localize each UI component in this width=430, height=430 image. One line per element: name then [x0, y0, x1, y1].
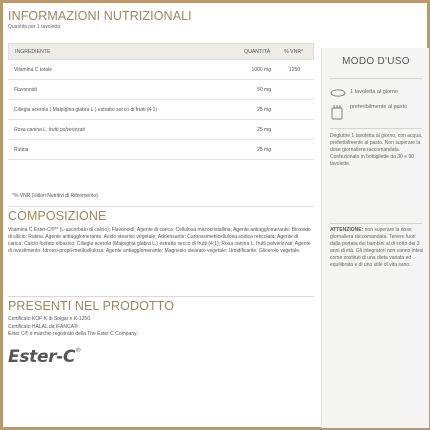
row-ingredient: Vitamina C totale — [14, 66, 52, 73]
logo-text: Ester-C — [8, 347, 76, 367]
usage-panel — [321, 48, 429, 428]
present-line: Certificato HALAL da IFANCA® — [8, 323, 78, 330]
row-ingredient: Ciliegia acerola ( Malpighia glabra L.) estratto secco di frutti (4:1) — [14, 106, 158, 113]
section-divider — [8, 296, 314, 297]
header-vnr: % VNR* — [284, 48, 304, 55]
composition-text: Vitamina C Ester-C®** (L-ascorbato di calcio); Flavonoidi; Agente di carica: Cellulosa microcristallina; Agente antiagglomerante: Biossido di silicio; Rutina. Agente antiagglomerante: Acido stearico vegetale; Addensante: Carbossimetilcellulosa sodica reticolata; Agente di carica: Calcio fosfato dibasico; Ciliegia acerola (Malpighia glabra L.) estratto secco di frutti (4:1); Rosa canina L. frutti polverizzati; Agente di rivestimento: Idrossi-propil-metilcellulosa; Agente antiagglomerante: Magnesio stearato vegetale; Umidificante: Glicerolo vegetale. — [8, 227, 311, 254]
panel-divider — [330, 223, 422, 224]
present-line: Certificato KOF-K di Solgar n.K-1250. — [8, 316, 92, 322]
row-quantity: 25 mg — [257, 106, 271, 113]
row-vnr: 1250 — [288, 66, 301, 73]
panel-divider — [330, 78, 422, 79]
table-row — [8, 100, 314, 120]
logo-registered-mark: ® — [75, 347, 81, 354]
present-title: PRESENTI NEL PRODOTTO — [8, 299, 175, 313]
vnr-footnote: *% VNR (Valori Nutritivi di Riferimento) — [12, 193, 98, 199]
table-row — [8, 60, 314, 80]
header-quantity: QUANTITÀ — [244, 48, 271, 55]
usage-warning — [330, 227, 424, 269]
table-row — [8, 80, 314, 100]
header-ingredient: INGREDIENTE — [15, 48, 51, 55]
nutrition-header — [8, 9, 319, 30]
row-ingredient: Rosa canina L. frutti polverizzati — [14, 126, 85, 133]
quantity-note: Quantità per 1 tavoletta: — [8, 24, 62, 30]
section-divider — [8, 206, 314, 207]
table-row — [8, 140, 314, 160]
row-quantity: 1000 mg — [251, 66, 271, 73]
table-header — [8, 43, 314, 60]
warning-text: non superare la dose giornaliera raccomandata. Tenere fuori dalla portata dei bambini al di sotto dei 3 anni di età. Gli integratori non vanno intesi come sostituti di una dieta variata ed equilibrata e di uno stile di vita sano. — [330, 227, 424, 268]
row-quantity: 25 mg — [257, 146, 271, 153]
composition-title: COMPOSIZIONE — [8, 209, 107, 223]
usage-item-label: 1 tavoletta al giorno — [350, 89, 399, 95]
warning-label: ATTENZIONE: — [330, 227, 364, 233]
row-quantity: 25 mg — [257, 126, 271, 133]
usage-item-meal — [330, 104, 422, 122]
usage-title: MODO D'USO — [342, 56, 410, 67]
present-line: Ester C® è marchio registrato della The Ester C Company. — [8, 331, 138, 337]
present-text — [8, 316, 314, 339]
row-quantity: 50 mg — [257, 86, 271, 93]
usage-item-label: preferibilmente al pasto — [350, 104, 408, 110]
ester-c-logo — [8, 347, 81, 367]
row-ingredient: Rutina — [14, 146, 29, 153]
table-row — [8, 120, 314, 140]
meal-icon — [330, 104, 350, 122]
panel-divider — [330, 128, 422, 129]
usage-directions: Deglutire 1 tavoletta al giorno, con acqua, preferibilmente al pasto. Non superare la dose giornaliera raccomandata. Confezionato in bottigliette da 30 e 90 tavolette. — [330, 133, 423, 167]
usage-item-dose — [330, 89, 422, 99]
nutrition-table — [8, 43, 314, 160]
nutrition-title: INFORMAZIONI NUTRIZIONALI — [8, 9, 192, 23]
tablet-icon — [330, 89, 350, 99]
row-ingredient: Flavonoidi — [14, 86, 37, 93]
